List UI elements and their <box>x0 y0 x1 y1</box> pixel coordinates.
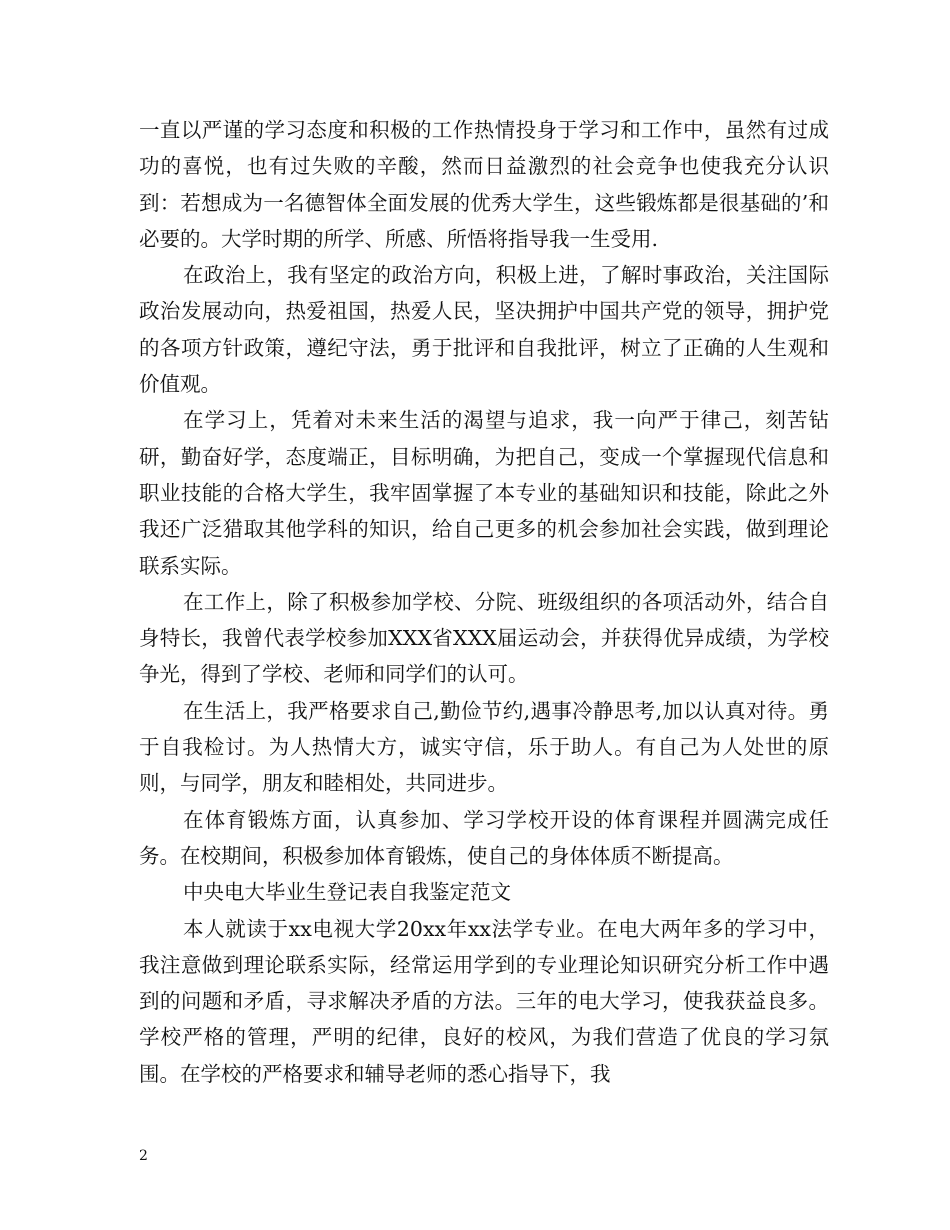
paragraph-sports: 在体育锻炼方面，认真参加、学习学校开设的体育课程并圆满完成任务。在校期间，积极参加体育锻炼，使自己的身体体质不断提高。 <box>139 807 829 868</box>
paragraph-intro-continuation: 一直以严谨的学习态度和积极的工作热情投身于学习和工作中，虽然有过成功的喜悦，也有过失败的辛酸，然而日益激烈的社会竞争也使我充分认识到：若想成为一名德智体全面发展的优秀大学生，这些锻炼都是很基础的’和必要的。大学时期的所学、所感、所悟将指导我一生受用. <box>139 118 829 251</box>
paragraph-life: 在生活上，我严格要求自己,勤俭节约,遇事冷静思考,加以认真对待。勇于自我检讨。为人热情大方，诚实守信，乐于助人。有自己为人处世的原则，与同学，朋友和睦相处，共同进步。 <box>139 698 829 796</box>
paragraph-work: 在工作上，除了积极参加学校、分院、班级组织的各项活动外，结合自身特长，我曾代表学校参加XXX省XXX届运动会，并获得优异成绩，为学校争光，得到了学校、老师和同学们的认可。 <box>139 589 829 687</box>
paragraph-study: 在学习上，凭着对未来生活的渴望与追求，我一向严于律己，刻苦钻研，勤奋好学，态度端正，目标明确，为把自己，变成一个掌握现代信息和职业技能的合格大学生，我牢固掌握了本专业的基础知识和技能，除此之外我还广泛猎取其他学科的知识，给自己更多的机会参加社会实践，做到理论联系实际。 <box>139 408 829 578</box>
page-number: 2 <box>139 1148 148 1164</box>
document-body <box>139 112 829 1092</box>
section-heading: 中央电大毕业生登记表自我鉴定范文 <box>183 880 511 905</box>
paragraph-politics: 在政治上，我有坚定的政治方向，积极上进，了解时事政治，关注国际政治发展动向，热爱祖国，热爱人民，坚决拥护中国共产党的领导，拥护党的各项方针政策，遵纪守法，勇于批评和自我批评，树立了正确的人生观和价值观。 <box>139 263 829 397</box>
paragraph-tvu-study: 本人就读于xx电视大学20xx年xx法学专业。在电大两年多的学习中，我注意做到理论联系实际，经常运用学到的专业理论知识研究分析工作中遇到的问题和矛盾，寻求解决矛盾的方法。三年的电大学习，使我获益良多。学校严格的管理，严明的纪律，良好的校风，为我们营造了优良的学习氛围。在学校的严格要求和辅导老师的悉心指导下，我 <box>139 916 829 1086</box>
